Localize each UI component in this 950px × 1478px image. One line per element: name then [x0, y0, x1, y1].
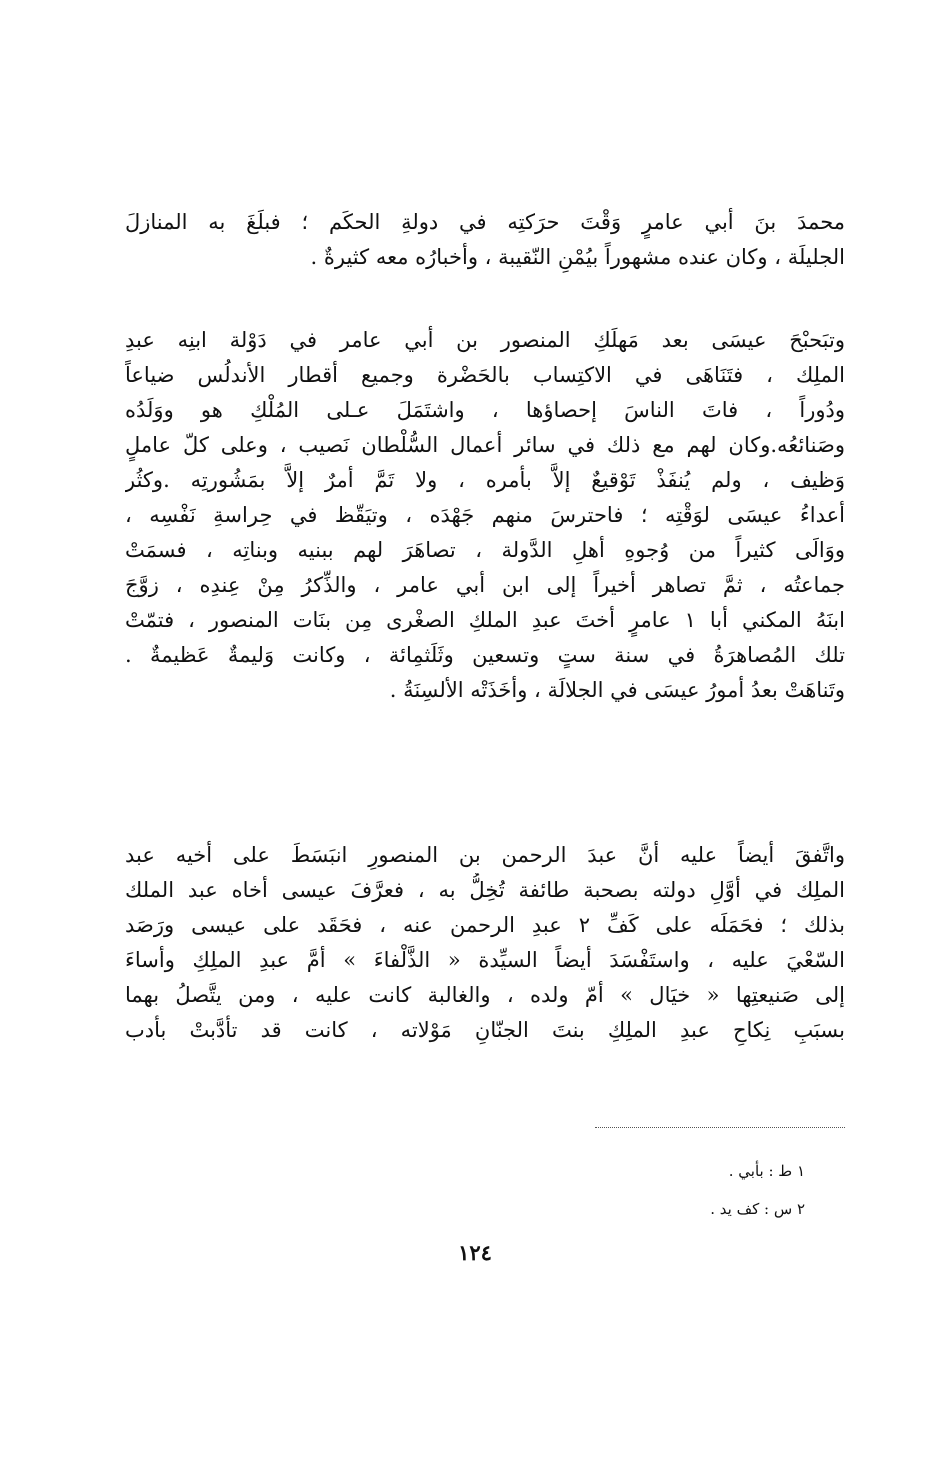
text-line: وتبَحبْحَ عيسَى بعد مَهلَكِ المنصور بن أبي عامر في دَوْلة ابنِه عبدِ — [125, 328, 845, 352]
text-line: الجليلَة ، وكان عنده مشهوراً بيُمْنِ النّقيبة ، وأخبارُه معه كثيرةٌ . — [310, 245, 845, 269]
text-line: بسبَبِ نِكاحِ عبدِ الملِكِ بنتَ الجنّانِ مَوْلاته ، كانت قد تأدَّبتْ بأدب — [125, 1018, 845, 1042]
footnote-2: ٢ س : كف يد . — [710, 1200, 805, 1218]
text-line: محمدَ بنَ أبي عامرٍ وَقْتَ حرَكتِه في دولةِ الحكَم ؛ فبلَغَ به المنازلَ — [125, 210, 845, 234]
text-line: ودُوراً ، فاتَ الناسَ إحصاؤها ، واشتَمَلَ عـلى المُلْكِ هو ووَلَدُه — [125, 398, 845, 422]
text-line: وَظيف ، ولم يُنفَذْ تَوْقيعٌ إلاَّ بأمره ، ولا تَمَّ أمرٌ إلاَّ بمَشُورتِه .وكثُر — [125, 468, 845, 492]
paragraph-3 — [125, 838, 845, 1048]
text-line: تلك المُصاهرَةُ في سنة ستٍ وتسعين وثَلَثمِائة ، وكانت وَليمةٌ عَظيمةٌ . — [125, 643, 845, 667]
text-line: واتَّفقَ أيضاً عليه أنَّ عبدَ الرحمن بن المنصورِ انبَسَطَ على أخيه عبد — [125, 843, 845, 867]
text-line: بذلك ؛ فحَمَلَه على كَفِّ ٢ عبدِ الرحمن عنه ، فحَقَد على عيسى ورَصَد — [125, 913, 845, 937]
footnotes — [560, 1152, 805, 1228]
text-line: ابنَهُ المكني أبا ١ عامرٍ أختَ عبدِ الملكِ الصغْرى مِن بنَات المنصور ، فتمّتْ — [125, 608, 845, 632]
text-line: أعداءُ عيسَى لوَقْتِه ؛ فاحترسَ منهم جَهْدَه ، وتيَقّظ في حِراسةِ نَفْسِه ، — [125, 503, 845, 527]
text-line: إلى صَنيعتِها « خيَال » أمّ ولده ، والغالبة كانت عليه ، ومن يتَّصلُ بهما — [125, 983, 845, 1007]
text-line: جماعتُه ، ثمَّ تصاهر أخيراً إلى ابن أبي عامر ، والذِّكرُ مِنْ عِندِه ، زوَّجَ — [125, 573, 845, 597]
text-line: الملِك ، فتَنَاهَى في الاكتِساب بالحَضْرة وجميع أقطار الأندلُس ضياعاً — [125, 363, 845, 387]
text-line: وصَنائعُه.وكان لهم مع ذلك في سائر أعمال السُّلْطان نَصيب ، وعلى كلّ عاملٍ — [125, 433, 845, 457]
text-line: ووَالَى كثيراً من وُجوهِ أهلِ الدَّولة ، تصاهَرَ لهم ببنيه وبناتِه ، فسمَتْ — [125, 538, 845, 562]
text-line: وتَناهَتْ بعدُ أمورُ عيسَى في الجلالَة ، وأخَذَتْه الألسِنَةُ . — [389, 678, 845, 702]
text-line: السّعْيَ عليه ، واستَفْسَدَ أيضاً السيِّدة « الذَّلْفاءَ » أمَّ عبدِ الملِكِ وأساءَ — [125, 948, 845, 972]
paragraph-2 — [125, 323, 845, 708]
text-line: الملِك في أوَّلِ دولته بصحبة طائفة تُخِلُّ به ، فعرَّفَ عيسى أخاه عبد الملك — [125, 878, 845, 902]
page-number: ١٢٤ — [458, 1240, 492, 1265]
paragraph-1 — [125, 205, 845, 275]
footnote-1: ١ ط : بأبي . — [728, 1162, 805, 1180]
footnote-divider — [595, 1127, 845, 1128]
